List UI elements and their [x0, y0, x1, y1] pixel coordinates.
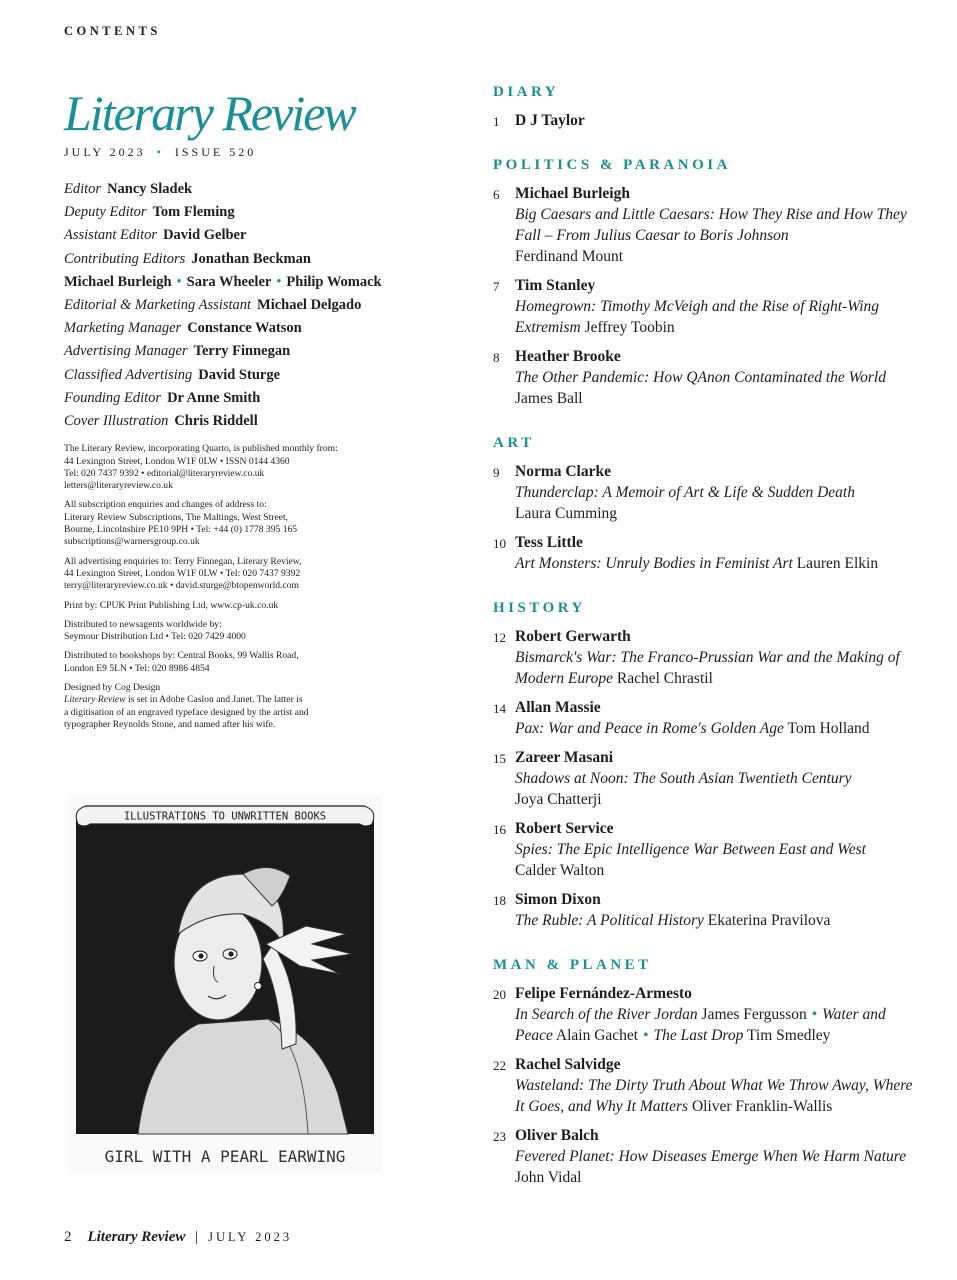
issue-line [64, 145, 394, 160]
staff-name: Dr Anne Smith [167, 389, 261, 406]
staff-name: Jonathan Beckman [191, 250, 311, 267]
page-number: 6 [493, 187, 500, 202]
reviewer-name: Heather Brooke [515, 348, 621, 365]
reviewed-books [515, 204, 913, 267]
table-of-contents [493, 83, 913, 1188]
staff-row [64, 410, 394, 433]
imprint [64, 443, 394, 731]
imprint-block [64, 556, 394, 593]
footer-masthead: Literary Review [87, 1229, 186, 1245]
footer-date: JULY 2023 [208, 1230, 293, 1244]
staff-row [64, 271, 394, 294]
book-author: Oliver Franklin-Wallis [691, 1098, 833, 1115]
illustration-caption: GIRL WITH A PEARL EARWING [104, 1147, 346, 1166]
page-number: 14 [493, 701, 506, 716]
separator-bullet: • [811, 1006, 818, 1023]
page-number: 23 [493, 1129, 506, 1144]
staff-name: Michael Burleigh [64, 273, 172, 290]
book-title: Big Caesars and Little Caesars: How They Rise and How They Fall – From Julius Caesar to Boris Johnson [515, 206, 907, 244]
separator-bullet: • [643, 1027, 649, 1044]
staff-name: Terry Finnegan [193, 343, 291, 360]
imprint-block [64, 600, 394, 612]
imprint-line: The Literary Review, incorporating Quarto, is published monthly from: [64, 443, 338, 455]
book-title: Fevered Planet: How Diseases Emerge When We Harm Nature [515, 1148, 907, 1165]
toc-entry[interactable] [493, 697, 913, 739]
page-number: 16 [493, 822, 506, 837]
page-number: 10 [493, 536, 506, 551]
section-heading: POLITICS & PARANOIA [493, 157, 731, 173]
staff-role: Advertising Manager [64, 343, 188, 360]
pearl-earring-icon [255, 983, 262, 990]
book-author: Laura Cumming [515, 505, 618, 522]
imprint-line: Bourne, Lincolnshire PE10 9PH • Tel: +44 (0) 1778 395 165 [64, 524, 298, 536]
page-number: 18 [493, 893, 506, 908]
staff-name: David Gelber [163, 227, 247, 244]
book-author: Rachel Chrastil [616, 670, 713, 687]
imprint-block [64, 443, 394, 492]
reviewed-books [515, 1075, 913, 1117]
book-author: John Vidal [515, 1169, 582, 1186]
book-title: Spies: The Epic Intelligence War Between East and West [515, 841, 866, 858]
page-number: 8 [493, 350, 500, 365]
book-title: Pax: War and Peace in Rome's Golden Age [515, 720, 784, 737]
staff-name: Tom Fleming [152, 204, 235, 221]
book-author: Jeffrey Toobin [584, 319, 675, 336]
reviewer-name: Robert Gerwarth [515, 628, 631, 645]
toc-entry[interactable] [493, 1054, 913, 1117]
book-title: The Ruble: A Political History [515, 912, 704, 929]
toc-entry[interactable] [493, 183, 913, 267]
imprint-line: Print by: CPUK Print Publishing Ltd, www.cp-uk.co.uk [64, 599, 279, 611]
book-title: The Other Pandemic: How QAnon Contaminated the World [515, 369, 886, 386]
book-author: Tom Holland [787, 720, 870, 737]
staff-role: Editorial & Marketing Assistant [64, 297, 252, 314]
toc-entry[interactable] [493, 747, 913, 810]
reviewer-name: Tim Stanley [515, 277, 596, 294]
reviewed-books [515, 647, 913, 689]
book-title: Shadows at Noon: The South Asian Twentieth Century [515, 770, 852, 787]
staff-name: David Sturge [198, 366, 281, 383]
imprint-line: Tel: 020 7437 9392 • editorial@literaryreview.co.uk [64, 467, 265, 479]
separator-bullet: • [156, 145, 164, 159]
book-author: James Fergusson [701, 1006, 807, 1023]
section-heading: DIARY [493, 84, 560, 100]
staff-name: Philip Womack [286, 273, 382, 290]
reviewed-books [515, 910, 913, 931]
imprint-line: All advertising enquiries to: Terry Finnegan, Literary Review, [64, 555, 302, 567]
imprint-line: letters@literaryreview.co.uk [64, 480, 173, 492]
section-heading: ART [493, 435, 535, 451]
page-number: 7 [493, 279, 500, 294]
reviewer-name: Simon Dixon [515, 891, 601, 908]
staff-name: Chris Riddell [174, 413, 258, 430]
book-title: Thunderclap: A Memoir of Art & Life & Sudden Death [515, 484, 855, 501]
reviewed-books [515, 839, 913, 881]
toc-entry[interactable] [493, 110, 913, 131]
page-number: 22 [493, 1058, 506, 1073]
footer-page-number: 2 [64, 1229, 72, 1245]
book-title: The Last Drop [653, 1027, 744, 1044]
page-footer [64, 1229, 292, 1246]
book-author: Ekaterina Pravilova [707, 912, 831, 929]
toc-entry[interactable] [493, 626, 913, 689]
imprint-line: subscriptions@warnersgroup.co.uk [64, 536, 200, 548]
masthead-logo: Literary Review [64, 85, 355, 141]
footer-divider: | [195, 1229, 199, 1245]
imprint-block [64, 650, 394, 675]
reviewed-books [515, 553, 913, 574]
reviewed-books [515, 296, 913, 338]
staff-role: Marketing Manager [64, 320, 182, 337]
imprint-line: terry@literaryreview.co.uk • david.sturge@btopenworld.com [64, 580, 299, 592]
reviewer-name: Robert Service [515, 820, 614, 837]
toc-entry[interactable] [493, 889, 913, 931]
cover-illustration [68, 794, 382, 1174]
toc-entry[interactable] [493, 1125, 913, 1188]
reviewer-name: Norma Clarke [515, 463, 611, 480]
book-title: Wasteland: The Dirty Truth About What We Throw Away, Where It Goes, and Why It Matters [515, 1077, 913, 1115]
toc-entry[interactable] [493, 983, 913, 1046]
reviewed-books [515, 1004, 913, 1046]
reviewer-name: Allan Massie [515, 699, 601, 716]
banner-text: ILLUSTRATIONS TO UNWRITTEN BOOKS [123, 810, 327, 823]
reviewed-books [515, 1146, 913, 1188]
book-title: Water and Peace [515, 1006, 886, 1044]
issue-date: JULY 2023 [64, 145, 146, 159]
page-number: 9 [493, 465, 500, 480]
staff-row [64, 178, 394, 201]
imprint-line: Seymour Distribution Ltd • Tel: 020 7429 4000 [64, 631, 246, 643]
book-title: Bismarck's War: The Franco-Prussian War and the Making of Modern Europe [515, 649, 900, 687]
separator-bullet: • [176, 273, 182, 290]
staff-list [64, 178, 394, 433]
toc-entry[interactable] [493, 532, 913, 574]
section-heading: HISTORY [493, 600, 586, 616]
book-title: Art Monsters: Unruly Bodies in Feminist Art [515, 555, 793, 572]
reviewer-name: Zareer Masani [515, 749, 614, 766]
page-number: 20 [493, 987, 506, 1002]
imprint-line: Distributed to newsagents worldwide by: [64, 618, 222, 630]
section-heading: MAN & PLANET [493, 957, 652, 973]
book-title: Homegrown: Timothy McVeigh and the Rise of Right-Wing Extremism [515, 298, 880, 336]
page-number: 15 [493, 751, 506, 766]
reviewer-name: Michael Burleigh [515, 185, 630, 202]
page-number: 12 [493, 630, 506, 645]
book-author: Lauren Elkin [796, 555, 879, 572]
reviewer-name: Tess Little [515, 534, 583, 551]
imprint-line: 44 Lexington Street, London W1F 0LW • ISSN 0144 4360 [64, 455, 290, 467]
staff-row [64, 317, 394, 340]
book-author: James Ball [515, 390, 583, 407]
banner-scroll [76, 806, 374, 826]
page-header-contents: CONTENTS [64, 24, 161, 38]
staff-row [64, 294, 394, 317]
staff-row [64, 224, 394, 247]
reviewer-name: Felipe Fernández-Armesto [515, 985, 692, 1002]
reviewed-books [515, 768, 913, 810]
reviewed-books [515, 367, 913, 409]
imprint-line: Distributed to bookshops by: Central Books, 99 Wallis Road, [64, 650, 299, 662]
reviewer-name: Rachel Salvidge [515, 1056, 621, 1073]
staff-row [64, 340, 394, 363]
imprint-line: Literary Review Subscriptions, The Maltings, West Street, [64, 511, 289, 523]
book-title: In Search of the River Jordan [515, 1006, 698, 1023]
imprint-block [64, 499, 394, 548]
staff-role: Assistant Editor [64, 227, 158, 244]
staff-row [64, 364, 394, 387]
staff-name: Constance Watson [187, 320, 302, 337]
toc-entry[interactable] [493, 461, 913, 524]
staff-row [64, 248, 394, 271]
imprint-line: All subscription enquiries and changes of address to: [64, 499, 267, 511]
design-note: Designed by Cog Design Literary Review is set in Adobe Caslon and Janet. The latter is a digitisation of an engraved typeface designed by the artist and typographer Reynolds Stone, and named after his wife. [64, 681, 309, 730]
toc-entry[interactable] [493, 275, 913, 338]
staff-row [64, 387, 394, 410]
reviewer-name: D J Taylor [515, 112, 585, 129]
staff-role: Deputy Editor [64, 204, 147, 221]
book-author: Tim Smedley [747, 1027, 831, 1044]
toc-entry[interactable] [493, 346, 913, 409]
page-number: 1 [493, 114, 500, 129]
separator-bullet: • [276, 273, 282, 290]
masthead-column [64, 86, 394, 738]
staff-role: Classified Advertising [64, 366, 193, 383]
imprint-line: London E9 5LN • Tel: 020 8986 4854 [64, 662, 210, 674]
imprint-line: 44 Lexington Street, London W1F 0LW • Tel: 020 7437 9392 [64, 567, 301, 579]
staff-name: Michael Delgado [257, 297, 362, 314]
staff-role: Cover Illustration [64, 413, 169, 430]
toc-entry[interactable] [493, 818, 913, 881]
staff-name: Sara Wheeler [186, 273, 272, 290]
reviewed-books [515, 482, 913, 524]
issue-number: ISSUE 520 [174, 145, 257, 159]
staff-role: Founding Editor [64, 389, 162, 406]
reviewer-name: Oliver Balch [515, 1127, 599, 1144]
book-author: Joya Chatterji [515, 791, 602, 808]
staff-name: Nancy Sladek [107, 181, 193, 197]
book-author: Calder Walton [515, 862, 605, 879]
imprint-block [64, 619, 394, 644]
staff-row [64, 201, 394, 224]
reviewed-books [515, 718, 913, 739]
staff-role: Contributing Editors [64, 250, 186, 267]
book-author: Ferdinand Mount [515, 248, 624, 265]
book-author: Alain Gachet [555, 1027, 639, 1044]
staff-role: Editor [64, 181, 102, 197]
